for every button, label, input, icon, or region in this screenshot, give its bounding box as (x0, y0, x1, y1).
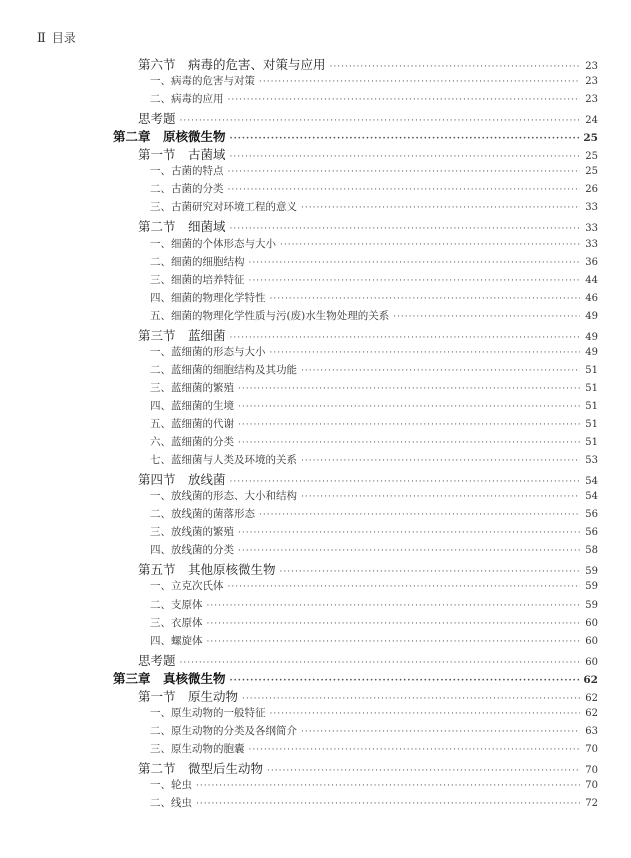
toc-entry-section (138, 687, 598, 705)
dot-leader (259, 510, 580, 520)
dot-leader (330, 62, 580, 72)
toc-entry-page: 51 (585, 364, 598, 376)
toc-entry-item (150, 416, 598, 431)
toc-entry-item (150, 741, 598, 756)
dot-leader (238, 420, 580, 430)
toc-entry-title: 第二节 微型后生动物 (138, 760, 264, 776)
toc-entry-title: 第二章 原核微生物 (113, 129, 226, 145)
toc-entry-item (150, 723, 598, 738)
toc-entry-title: 第三章 真核微生物 (113, 670, 226, 686)
toc-entry-title: 二、放线菌的菌落形态 (150, 508, 255, 521)
toc-entry-title: 一、放线菌的形态、大小和结构 (150, 490, 297, 503)
toc-entry-page: 70 (585, 780, 598, 791)
toc-entry-title: 一、蓝细菌的形态与大小 (150, 345, 266, 358)
dot-leader (238, 528, 580, 538)
toc-entry-page: 46 (585, 292, 598, 304)
toc-entry-title: 五、蓝细菌的代谢 (150, 418, 234, 430)
toc-entry-title: 二、古菌的分类 (150, 183, 224, 196)
toc-entry-page: 54 (585, 491, 598, 503)
toc-entry-page: 58 (585, 545, 598, 557)
toc-entry-title: 第一节 古菌域 (138, 147, 226, 163)
dot-leader (207, 637, 581, 647)
toc-entry-page: 60 (585, 635, 598, 647)
toc-entry-page: 23 (585, 61, 598, 72)
toc-entry-page: 44 (585, 274, 598, 286)
toc-entry-page: 59 (585, 566, 598, 578)
toc-entry-section (138, 217, 598, 235)
dot-leader (238, 384, 580, 394)
toc-entry-page: 70 (585, 764, 598, 776)
toc-entry-page: 59 (585, 599, 598, 611)
toc-entry-title: 第五节 其他原核微生物 (138, 562, 276, 578)
dot-leader (238, 402, 580, 412)
dot-leader (230, 152, 580, 162)
toc-entry-item (150, 236, 598, 251)
toc-entry-page: 26 (585, 184, 598, 196)
toc-entry-title: 二、原生动物的分类及各纲简介 (150, 724, 297, 737)
toc-entry-page: 63 (585, 725, 598, 737)
dot-leader (230, 477, 580, 487)
toc-entry-item (150, 380, 598, 395)
dot-leader (249, 745, 581, 755)
dot-leader (230, 134, 580, 144)
dot-leader (230, 333, 580, 343)
toc-entry-item (150, 163, 598, 178)
toc-entry-title: 第二节 细菌域 (138, 219, 226, 235)
dot-leader (270, 709, 581, 719)
toc-entry-section (138, 759, 598, 777)
toc-entry-item (150, 254, 598, 269)
toc-entry-page: 25 (583, 132, 598, 145)
dot-leader (196, 799, 580, 809)
toc-entry-title: 四、螺旋体 (150, 634, 203, 647)
toc-entry-title: 一、原生动物的一般特征 (150, 706, 266, 719)
dot-leader (270, 348, 581, 358)
toc-entry-title: 二、细菌的细胞结构 (150, 255, 245, 268)
dot-leader (280, 567, 580, 577)
toc-entry-page: 24 (585, 115, 598, 127)
dot-leader (238, 438, 580, 448)
running-header (37, 29, 76, 46)
dot-leader (270, 294, 581, 304)
toc-entry-item (150, 344, 598, 359)
toc-entry-title: 三、衣原体 (150, 616, 203, 629)
toc-entry-page: 25 (585, 166, 598, 178)
toc-entry-item (150, 434, 598, 449)
dot-leader (207, 619, 581, 629)
toc-entry-item (150, 91, 598, 106)
toc-entry-title: 六、蓝细菌的分类 (150, 436, 234, 449)
toc-entry-page: 60 (585, 656, 598, 668)
toc-entry-title: 四、细菌的物理化学特性 (150, 291, 266, 304)
toc-entry-title: 四、放线菌的分类 (150, 544, 234, 557)
toc-entry-page: 56 (585, 527, 598, 539)
toc-entry-page: 70 (585, 743, 598, 755)
toc-entry-think (138, 109, 598, 127)
toc-entry-title: 一、轮虫 (150, 779, 192, 791)
toc-entry-title: 三、古菌研究对环境工程的意义 (150, 201, 297, 214)
toc-entry-item (150, 488, 598, 503)
toc-entry-title: 三、细菌的培养特征 (150, 273, 245, 286)
toc-entry-section (138, 560, 598, 578)
toc-entry-title: 一、病毒的危害与对策 (150, 75, 255, 88)
dot-leader (301, 203, 580, 213)
toc-entry-item (150, 308, 598, 323)
dot-leader (259, 77, 580, 87)
toc-entry-page: 49 (585, 331, 598, 343)
toc-entry-title: 思考题 (138, 652, 176, 668)
toc-entry-page: 59 (585, 581, 598, 593)
toc-entry-title: 第一节 原生动物 (138, 688, 239, 704)
toc-entry-title: 二、支原体 (150, 598, 203, 611)
dot-leader (228, 185, 581, 195)
toc-entry-title: 一、古菌的特点 (150, 165, 224, 178)
dot-leader (196, 781, 580, 791)
toc-entry-item (150, 452, 598, 467)
dot-leader (180, 658, 580, 668)
toc-entry-chapter (113, 127, 598, 145)
toc-entry-item (150, 633, 598, 648)
dot-leader (180, 116, 580, 126)
toc-entry-title: 三、蓝细菌的繁殖 (150, 381, 234, 394)
toc-entry-think (138, 651, 598, 669)
toc-entry-item (150, 705, 598, 720)
toc-entry-page: 25 (585, 151, 598, 163)
dot-leader (301, 366, 580, 376)
dot-leader (393, 312, 580, 322)
toc-entry-item (150, 578, 598, 593)
dot-leader (230, 224, 580, 234)
dot-leader (301, 492, 580, 502)
dot-leader (249, 276, 581, 286)
toc-entry-page: 62 (585, 707, 598, 719)
toc-entry-title: 五、细菌的物理化学性质与污(废)水生物处理的关系 (150, 309, 390, 322)
dot-leader (301, 727, 580, 737)
toc-entry-page: 62 (583, 673, 598, 686)
toc-entry-item (150, 181, 598, 196)
toc-entry-title: 思考题 (138, 111, 176, 127)
toc-entry-title: 七、蓝细菌与人类及环境的关系 (150, 454, 297, 467)
dot-leader (230, 676, 580, 686)
dot-leader (301, 456, 580, 466)
toc-entry-section (138, 326, 598, 344)
toc-entry-page: 49 (585, 310, 598, 322)
toc-entry-item (150, 795, 598, 810)
toc-entry-section (138, 145, 598, 163)
toc-entry-page: 23 (585, 94, 598, 106)
toc-entry-title: 四、蓝细菌的生境 (150, 399, 234, 412)
toc-entry-item (150, 777, 598, 792)
toc-entry-page: 51 (585, 400, 598, 412)
toc-entry-item (150, 524, 598, 539)
toc-entry-item (150, 362, 598, 377)
toc-entry-title: 一、细菌的个体形态与大小 (150, 237, 276, 250)
dot-leader (267, 766, 580, 776)
toc-entry-title: 一、立克次氏体 (150, 580, 224, 593)
toc-entry-title: 二、线虫 (150, 797, 192, 810)
toc-entry-page: 62 (585, 692, 598, 704)
page-number: Ⅱ (37, 31, 46, 46)
toc-entry-item (150, 542, 598, 557)
toc-entry-item (150, 272, 598, 287)
toc-entry-section (138, 55, 598, 73)
toc-entry-page: 53 (585, 455, 598, 467)
dot-leader (207, 601, 581, 611)
toc-entry-page: 72 (585, 798, 598, 810)
dot-leader (249, 258, 581, 268)
dot-leader (228, 167, 581, 177)
toc-entry-page: 49 (585, 346, 598, 358)
toc-entry-item (150, 597, 598, 612)
toc-entry-page: 51 (585, 437, 598, 449)
dot-leader (238, 546, 580, 556)
toc-entry-item (150, 290, 598, 305)
toc-entry-page: 33 (585, 238, 598, 250)
toc-entry-title: 二、病毒的应用 (150, 93, 224, 106)
toc-entry-page: 60 (585, 617, 598, 629)
toc-entry-title: 第四节 放线菌 (138, 472, 226, 488)
toc-entry-page: 36 (585, 256, 598, 268)
toc-entry-page: 51 (585, 382, 598, 394)
toc-entry-item (150, 615, 598, 630)
toc-entry-section (138, 470, 598, 488)
toc-entry-item (150, 398, 598, 413)
toc-entry-item (150, 506, 598, 521)
toc-entry-title: 三、放线菌的繁殖 (150, 526, 234, 539)
toc-entry-page: 33 (585, 202, 598, 214)
toc-entry-chapter (113, 669, 598, 687)
dot-leader (228, 95, 581, 105)
toc-entry-title: 二、蓝细菌的细胞结构及其功能 (150, 363, 297, 376)
dot-leader (280, 240, 580, 250)
toc-entry-title: 第六节 病毒的危害、对策与应用 (138, 57, 326, 72)
dot-leader (242, 694, 580, 704)
toc-entry-page: 56 (585, 509, 598, 521)
header-title: 目录 (51, 31, 76, 45)
dot-leader (228, 582, 581, 592)
toc-entry-item (150, 73, 598, 88)
toc-entry-page: 54 (585, 476, 598, 488)
toc-entry-page: 33 (585, 223, 598, 235)
toc-entry-page: 23 (585, 76, 598, 88)
toc-entry-title: 三、原生动物的胞囊 (150, 742, 245, 755)
toc-entry-page: 51 (585, 419, 598, 430)
toc-entry-title: 第三节 蓝细菌 (138, 327, 226, 343)
toc-entry-item (150, 199, 598, 214)
